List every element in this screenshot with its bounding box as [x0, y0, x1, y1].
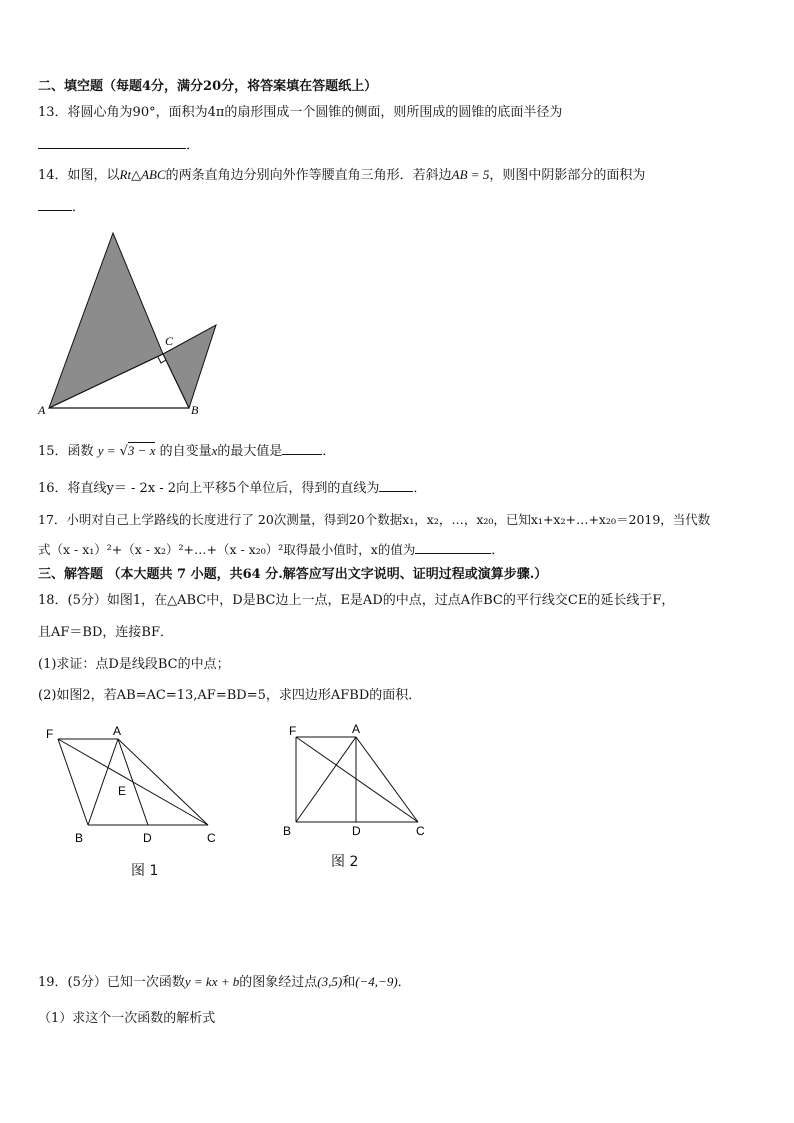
- question-19-text: [38, 973, 411, 992]
- label-c: C: [416, 824, 425, 838]
- period: ．: [397, 975, 411, 990]
- q14-suffix: ，则图中阴影部分的面积为: [489, 168, 646, 183]
- label-b: B: [75, 831, 84, 845]
- q19-mid: 的图象经过点: [239, 975, 318, 990]
- q15-radicand: 3 − x: [127, 443, 156, 458]
- q19-and: 和: [342, 975, 356, 990]
- label-d: D: [143, 831, 152, 845]
- q17-line2: 式（x - x₁）²+（x - x₂）²+…+（x - x₂₀）²取得最小值时，x的值为: [38, 542, 416, 557]
- q15-suffix: 的最大值是: [217, 444, 283, 459]
- q14-mid: 的两条直角边分别向外作等腰直角三角形．若斜边: [165, 168, 452, 183]
- figure-2-caption: 图 2: [331, 854, 359, 870]
- segment-ac: [356, 737, 418, 822]
- question-18-part1: (1)求证：点D是线段BC的中点；: [38, 657, 230, 672]
- q19-prefix: 19．(5分）已知一次函数: [38, 975, 185, 990]
- q19-point1: (3,5): [317, 974, 343, 989]
- label-d: D: [352, 824, 361, 838]
- section-heading-solve: 三、解答题 （本大题共 7 小题，共64 分.解答应写出文字说明、证明过程或演算步骤.）: [38, 567, 548, 582]
- label-a: A: [352, 722, 361, 736]
- period: ．: [322, 444, 336, 459]
- label-f: F: [289, 724, 297, 738]
- figure-1-caption: 图 1: [131, 863, 159, 879]
- segment-ab: [296, 737, 356, 822]
- q15-mid: 的自变量: [159, 444, 212, 459]
- period: ．: [413, 481, 427, 496]
- label-a: A: [113, 724, 122, 738]
- sqrt-sign: √: [119, 444, 128, 459]
- label-b: B: [283, 824, 292, 838]
- q14-prefix: 14．如图，以: [38, 168, 120, 183]
- question-18-line1: 18．(5分）如图1，在△ABC中，D是BC边上一点，E是AD的中点，过点A作BC的平行线交CE的延长线于F，: [38, 593, 675, 608]
- label-f: F: [46, 727, 54, 741]
- question-13-text: 13．将圆心角为90°，面积为4π的扇形围成一个圆锥的侧面，则所围成的圆锥的底面半径为: [38, 105, 563, 120]
- q15-prefix: 15．函数: [38, 444, 94, 459]
- question-19-part1: （1）求这个一次函数的解析式: [38, 1011, 216, 1026]
- q19-function: y = kx + b: [184, 974, 240, 989]
- q14-triangle: Rt△ABC: [119, 167, 166, 182]
- period: ．: [72, 200, 86, 215]
- q15-y: y =: [97, 443, 116, 458]
- q15-var: x: [211, 443, 218, 458]
- section-heading-fill-in: 二、填空题（每题4分，满分20分，将答案填在答题纸上）: [38, 79, 378, 94]
- label-c: C: [165, 334, 174, 348]
- period: ．: [186, 138, 200, 153]
- label-c: C: [207, 831, 216, 845]
- question-17-line1: 17．小明对自己上学路线的长度进行了 20次测量，得到20个数据x₁，x₂，…，x₂₀，已知x₁+x₂+…+x₂₀＝2019，当代数: [38, 512, 711, 527]
- q19-point2: (−4,−9): [355, 974, 398, 989]
- segment-fc: [296, 737, 418, 822]
- q16-text: 16．将直线y＝ - 2x - 2向上平移5个单位后，得到的直线为: [38, 481, 380, 496]
- question-18-line2: 且AF＝BD，连接BF．: [38, 625, 173, 640]
- question-18-part2: (2)如图2，若AB=AC=13,AF=BD=5，求四边形AFBD的面积．: [38, 688, 422, 703]
- label-b: B: [191, 403, 199, 417]
- q14-hypotenuse: AB = 5: [451, 167, 490, 182]
- label-e: E: [118, 784, 127, 798]
- period: ．: [491, 542, 504, 557]
- label-a: A: [38, 403, 46, 417]
